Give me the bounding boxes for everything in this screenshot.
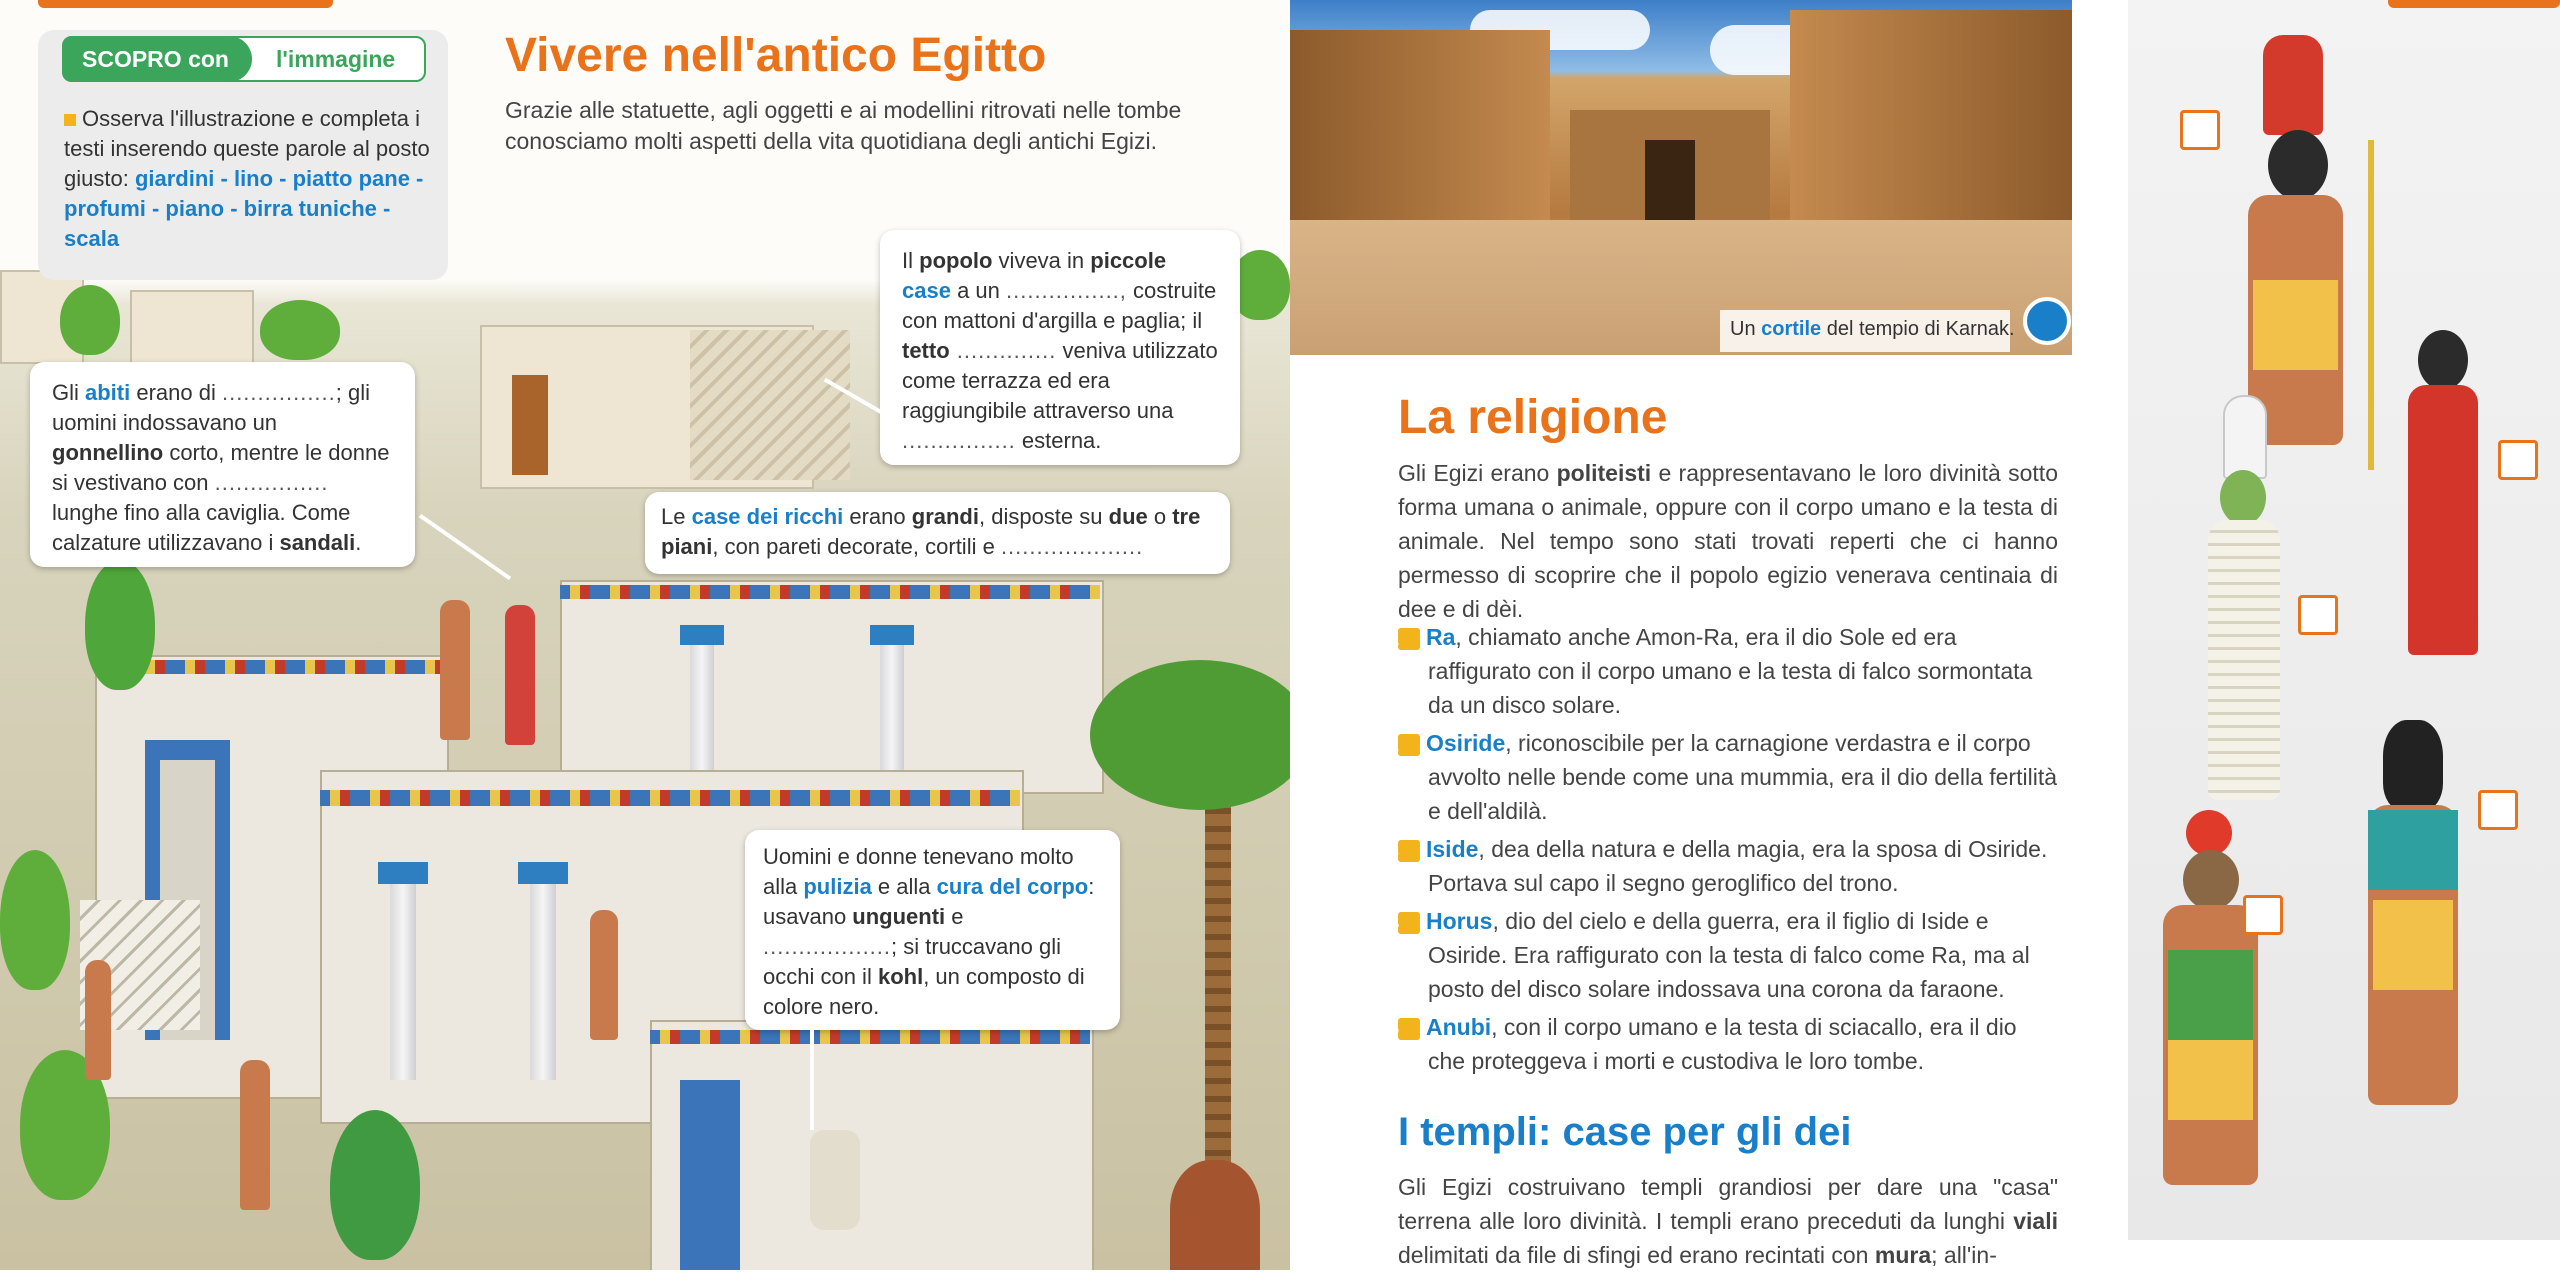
house-stairs — [690, 330, 850, 480]
temples-text: Gli Egizi costruivano templi grandiosi per dare una "casa" terrena alle loro divinità. I templi erano preceduti da lunghi viali delimitati da file di sfingi ed erano recintati con mura; all'in- — [1398, 1174, 2058, 1268]
bush — [85, 560, 155, 690]
unesco-icon — [2023, 297, 2071, 345]
answer-box[interactable] — [2180, 110, 2220, 150]
answer-box[interactable] — [2243, 895, 2283, 935]
ra-staff — [2368, 140, 2374, 470]
osiris-crown — [2223, 395, 2267, 479]
isis-body — [2408, 385, 2478, 655]
god-item: 5 Anubi, con il corpo umano e la testa di sciacallo, era il dio che proteggeva i morti e custodiva le loro tombe. — [1388, 1014, 2017, 1074]
ra-head — [2268, 130, 2328, 200]
man-figure — [85, 960, 111, 1080]
temples-title: I templi: case per gli dei — [1398, 1110, 1852, 1154]
photo-caption: Un cortile del tempio di Karnak. — [1730, 318, 2015, 340]
god-item: 4 Horus, dio del cielo e della guerra, era il figlio di Iside e Osiride. Era raffigurato con la testa di falco come Ra, ma al posto del disco solare indossava una corona da faraone. — [1388, 908, 2030, 1002]
osiris-body — [2208, 520, 2280, 800]
scopro-label: SCOPRO con — [82, 46, 229, 72]
osiris-head — [2220, 470, 2266, 525]
answer-box[interactable] — [2498, 440, 2538, 480]
temple-photo — [1290, 0, 2072, 355]
frieze-decoration — [650, 1030, 1090, 1044]
man-figure — [440, 600, 470, 740]
religion-intro: Gli Egizi erano politeisti e rappresentavano le loro divinità sotto forma umana o animale, oppure con il corpo umano e la testa di animale. Nel tempo sono stati trovati reperti che ci hanno permesso di scoprire che il popolo egizio venerava centinaia di dee e di dèi. — [1398, 460, 2058, 622]
column — [880, 640, 904, 790]
intro-text: Grazie alle statuette, agli oggetti e ai modellini ritrovati nelle tombe conosciamo molti aspetti della vita quotidiana degli antichi Egizi. — [505, 97, 1182, 154]
temple-doorway — [1645, 140, 1695, 220]
callout-popolo: Il popolo viveva in piccole case a un ................, costruite con mattoni d'argilla e paglia; il tetto .............. veniva utilizzato come terrazza ed era raggiungibile attraverso una ................ esterna. — [880, 230, 1240, 465]
anubis-kilt — [2373, 900, 2453, 990]
ra-kilt — [2253, 280, 2338, 370]
scopro-header — [62, 36, 426, 82]
column-capital — [680, 625, 724, 645]
ra-crown — [2263, 35, 2323, 135]
top-tab — [2388, 0, 2560, 8]
seated-figure — [810, 1130, 860, 1230]
callout-abiti: Gli abiti erano di ................; gli uomini indossavano un gonnellino corto, mentre le donne si vestivano con ................ lunghe fino alla caviglia. Come calzature utilizzavano i sandali. — [30, 362, 415, 567]
scopro-words: giardini - lino - piatto pane - profumi - piano - birra tuniche - scala — [64, 166, 424, 251]
frieze-decoration — [560, 585, 1100, 599]
blue-wall — [680, 1080, 740, 1270]
religion-title: La religione — [1398, 391, 1668, 444]
callout-pointer — [419, 514, 511, 580]
horus-kilt — [2168, 1040, 2253, 1120]
anubis-head — [2383, 720, 2443, 810]
palm-leaves — [1090, 660, 1290, 810]
column — [530, 880, 556, 1080]
column — [690, 640, 714, 790]
callout-pulizia: Uomini e donne tenevano molto alla pulizia e alla cura del corpo: usavano unguenti e ..................; si truccavano gli occhi con il kohl, un composto di colore nero. — [745, 830, 1120, 1030]
right-page — [1290, 0, 2560, 1270]
rich-house-upper-floor — [560, 580, 1104, 794]
answer-box[interactable] — [2478, 790, 2518, 830]
answer-box[interactable] — [2298, 595, 2338, 635]
scopro-instruction-text: Osserva l'illustrazione e completa i testi inserendo queste parole al posto giusto: — [64, 106, 430, 191]
anubis-collar — [2368, 810, 2458, 890]
house-door — [512, 375, 548, 475]
scopro-instruction — [64, 104, 434, 254]
gods-illustration — [2128, 0, 2560, 1240]
column-capital — [378, 862, 428, 884]
tree — [260, 300, 340, 360]
god-item: 3 Iside, dea della natura e della magia, era la sposa di Osiride. Portava sul capo il segno geroglifico del trono. — [1388, 836, 2048, 896]
scopro-label-image: l'immagine — [276, 46, 396, 72]
frieze-decoration — [320, 790, 1020, 806]
page-title: Vivere nell'antico Egitto — [505, 29, 1047, 82]
gods-list — [1388, 620, 2058, 1082]
callout-pointer — [810, 1030, 814, 1130]
god-item: 1 Ra, chiamato anche Amon-Ra, era il dio Sole ed era raffigurato con il corpo umano e la testa di falco sormontata da un disco solare. — [1388, 624, 2033, 718]
man-figure — [240, 1060, 270, 1210]
column-capital — [518, 862, 568, 884]
bush — [330, 1110, 420, 1260]
servant-figure — [590, 910, 618, 1040]
horus-tunic — [2168, 950, 2253, 1040]
isis-head — [2418, 330, 2468, 390]
top-tab — [38, 0, 333, 8]
woman-figure — [505, 605, 535, 745]
oven — [1170, 1160, 1260, 1270]
bush — [0, 850, 70, 990]
god-item: 2 Osiride, riconoscibile per la carnagione verdastra e il corpo avvolto nelle bende come una mummia, era il dio della fertilità e dell'aldilà. — [1388, 730, 2057, 824]
callout-ricchi: Le case dei ricchi erano grandi, disposte su due o tre piani, con pareti decorate, cortili e .................... — [645, 492, 1230, 574]
column-capital — [870, 625, 914, 645]
column — [390, 880, 416, 1080]
horus-head — [2183, 850, 2239, 910]
tree — [60, 285, 120, 355]
square-bullet-icon — [64, 114, 76, 126]
